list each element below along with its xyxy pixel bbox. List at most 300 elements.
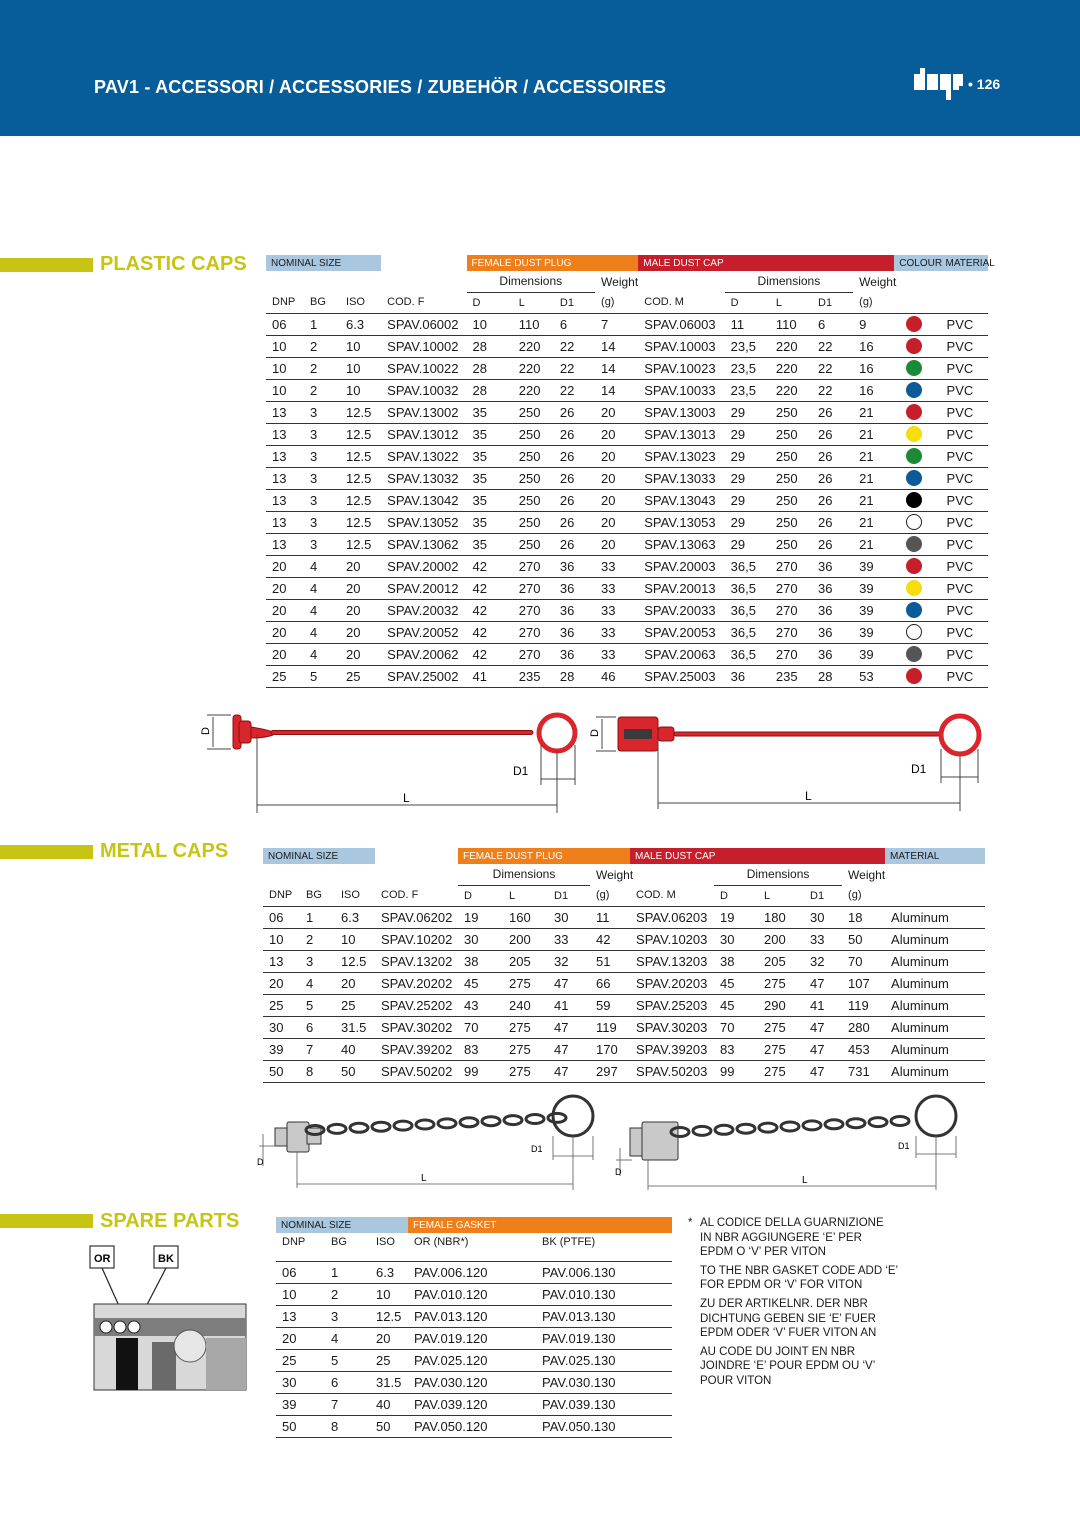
cell-bg: 3	[300, 950, 335, 972]
cell-d: 29	[725, 533, 770, 555]
cell-d: 28	[467, 357, 513, 379]
cell-cod-m: SPAV.13043	[638, 489, 724, 511]
cell-cod-m: SPAV.20203	[630, 972, 714, 994]
female-dust-plug-header: FEMALE DUST PLUG	[458, 848, 630, 864]
cell-iso: 10	[335, 928, 375, 950]
cell-bg: 1	[300, 906, 335, 928]
cell-iso: 20	[340, 599, 381, 621]
cell-bg: 1	[325, 1261, 370, 1283]
cell-l: 250	[513, 401, 554, 423]
cell-cod-f: SPAV.13042	[381, 489, 466, 511]
cell-cod-m: SPAV.25203	[630, 994, 714, 1016]
cell-dnp: 30	[263, 1016, 300, 1038]
cell-weight: 21	[853, 533, 894, 555]
cell-weight: 18	[842, 906, 885, 928]
cell-l: 275	[758, 1060, 804, 1082]
cell-weight: 21	[853, 445, 894, 467]
cell-d1: 26	[554, 445, 595, 467]
cell-weight: 170	[590, 1038, 630, 1060]
cell-l: 250	[770, 511, 812, 533]
cell-dnp: 20	[266, 599, 304, 621]
label-d: D	[257, 1157, 264, 1167]
cell-bk-ptfe: PAV.039.130	[536, 1393, 672, 1415]
cell-d: 45	[714, 972, 758, 994]
cell-d1: 47	[548, 972, 590, 994]
weight-header: Weight	[601, 274, 639, 289]
cell-l: 220	[770, 379, 812, 401]
table-row	[266, 357, 988, 379]
cell-or-nbr: PAV.039.120	[408, 1393, 536, 1415]
cell-cod-f: SPAV.13012	[381, 423, 466, 445]
cell-d: 70	[714, 1016, 758, 1038]
table-row	[276, 1415, 672, 1437]
female-plastic-plug-drawing	[195, 705, 585, 817]
cell-d1: 36	[812, 643, 853, 665]
cell-iso: 20	[340, 577, 381, 599]
cell-d: 36,5	[725, 643, 770, 665]
chain-link	[504, 1116, 522, 1125]
male-plastic-cap-drawing	[590, 705, 982, 817]
cell-iso: 25	[335, 994, 375, 1016]
cell-iso: 25	[340, 665, 381, 687]
cell-d1: 41	[804, 994, 842, 1016]
table-row	[276, 1283, 672, 1305]
cell-l: 275	[758, 1016, 804, 1038]
female-dust-plug-header: FEMALE DUST PLUG	[467, 255, 639, 271]
cell-d: 10	[467, 313, 513, 335]
cell-iso: 12.5	[335, 950, 375, 972]
cell-l: 275	[758, 972, 804, 994]
cell-weight: 39	[853, 599, 894, 621]
cell-cod-f: SPAV.13022	[381, 445, 466, 467]
nominal-size-header: NOMINAL SIZE	[266, 255, 381, 271]
cell-dnp: 25	[266, 665, 304, 687]
colour-swatch-cell	[894, 357, 940, 379]
cell-iso: 25	[370, 1349, 408, 1371]
chain-link	[482, 1117, 500, 1126]
cell-l: 200	[503, 928, 548, 950]
cell-iso: 12.5	[340, 401, 381, 423]
cell-l: 220	[770, 357, 812, 379]
cell-weight: 50	[842, 928, 885, 950]
cell-cod-f: SPAV.25002	[381, 665, 466, 687]
cell-or-nbr: PAV.010.120	[408, 1283, 536, 1305]
cell-d: 83	[458, 1038, 503, 1060]
cell-d: 29	[725, 489, 770, 511]
cell-bg: 7	[300, 1038, 335, 1060]
cell-d1: 26	[554, 511, 595, 533]
cell-weight: 14	[595, 357, 638, 379]
cell-dnp: 13	[266, 423, 304, 445]
cell-weight: 20	[595, 511, 638, 533]
cell-material: PVC	[941, 665, 988, 687]
col-cod-m: COD. M	[630, 885, 714, 906]
cell-d: 30	[714, 928, 758, 950]
cell-bg: 2	[325, 1283, 370, 1305]
cell-d: 23,5	[725, 379, 770, 401]
cell-iso: 20	[340, 643, 381, 665]
cell-iso: 10	[370, 1283, 408, 1305]
table-row	[266, 423, 988, 445]
colour-dot-icon	[906, 338, 922, 354]
cell-iso: 6.3	[335, 906, 375, 928]
cell-d1: 28	[554, 665, 595, 687]
table-row	[263, 906, 985, 928]
note-german: ZU DER ARTIKELNR. DER NBR DICHTUNG GEBEN SIE ‘E’ FUER EPDM ODER ‘V’ FUER VITON AN	[700, 1297, 877, 1340]
cell-cod-f: SPAV.10032	[381, 379, 466, 401]
cell-d1: 36	[812, 555, 853, 577]
cell-bg: 4	[304, 577, 340, 599]
cell-cod-f: SPAV.13052	[381, 511, 466, 533]
brand-logo-icon	[912, 64, 964, 108]
table-row	[266, 313, 988, 335]
cell-d1: 32	[804, 950, 842, 972]
colour-swatch-cell	[894, 599, 940, 621]
section-accent-bar	[0, 258, 93, 272]
cell-iso: 10	[340, 379, 381, 401]
page-title: PAV1 - ACCESSORI / ACCESSORIES / ZUBEHÖR / ACCESSOIRES	[94, 77, 667, 97]
cell-material: Aluminum	[885, 906, 985, 928]
table-row	[266, 599, 988, 621]
col-bg: BG	[304, 292, 340, 313]
cell-d1: 47	[804, 1016, 842, 1038]
cell-weight: 107	[842, 972, 885, 994]
cell-weight: 42	[590, 928, 630, 950]
colour-dot-icon	[906, 470, 922, 486]
table-row	[276, 1305, 672, 1327]
cell-cod-m: SPAV.20033	[638, 599, 724, 621]
cell-dnp: 50	[263, 1060, 300, 1082]
cell-material: PVC	[941, 533, 988, 555]
table-row	[276, 1327, 672, 1349]
cell-iso: 12.5	[370, 1305, 408, 1327]
cell-iso: 6.3	[370, 1261, 408, 1283]
cell-d1: 26	[812, 533, 853, 555]
colour-swatch-cell	[894, 643, 940, 665]
cell-d: 38	[714, 950, 758, 972]
spare-parts-table	[276, 1217, 672, 1438]
cell-bg: 2	[300, 928, 335, 950]
cell-or-nbr: PAV.025.120	[408, 1349, 536, 1371]
cell-bg: 5	[304, 665, 340, 687]
cell-bg: 4	[304, 643, 340, 665]
cell-weight: 20	[595, 533, 638, 555]
cell-cod-m: SPAV.13003	[638, 401, 724, 423]
table-row	[266, 621, 988, 643]
cell-l: 275	[503, 1060, 548, 1082]
cell-bg: 3	[304, 445, 340, 467]
cell-cod-f: SPAV.20002	[381, 555, 466, 577]
cell-d1: 30	[804, 906, 842, 928]
note-italian: AL CODICE DELLA GUARNIZIONE IN NBR AGGIUNGERE ‘E’ PER EPDM O ‘V’ PER VITON	[700, 1217, 884, 1259]
label-bk: BK	[158, 1253, 174, 1265]
cell-weight: 20	[595, 423, 638, 445]
cell-d1: 36	[554, 643, 595, 665]
cell-d: 35	[467, 511, 513, 533]
cell-d1: 47	[548, 1016, 590, 1038]
label-d1: D1	[513, 764, 529, 778]
female-gasket-header: FEMALE GASKET	[408, 1217, 672, 1233]
cell-l: 250	[770, 445, 812, 467]
cell-weight: 453	[842, 1038, 885, 1060]
material-header: MATERIAL	[885, 848, 985, 864]
cell-d1: 26	[554, 489, 595, 511]
cell-d: 29	[725, 511, 770, 533]
cell-cod-f: SPAV.13062	[381, 533, 466, 555]
cell-weight: 39	[853, 577, 894, 599]
col-bg: BG	[325, 1233, 370, 1261]
cell-l: 110	[770, 313, 812, 335]
colour-dot-icon	[906, 602, 922, 618]
cell-d1: 36	[554, 599, 595, 621]
weight-header: Weight	[596, 867, 634, 882]
cell-bg: 4	[300, 972, 335, 994]
colour-dot-icon	[906, 558, 922, 574]
chain-link	[869, 1118, 887, 1127]
cell-d1: 47	[548, 1038, 590, 1060]
cell-l: 250	[513, 445, 554, 467]
cell-d: 42	[467, 621, 513, 643]
col-g: (g)	[590, 885, 630, 906]
table-row	[266, 533, 988, 555]
cell-material: PVC	[941, 511, 988, 533]
colour-dot-icon	[906, 580, 922, 596]
table-row	[263, 928, 985, 950]
cell-material: Aluminum	[885, 950, 985, 972]
col-or-nbr: OR (NBR*)	[408, 1233, 536, 1261]
cell-or-nbr: PAV.013.120	[408, 1305, 536, 1327]
chain-link	[350, 1123, 368, 1132]
cell-l: 250	[770, 467, 812, 489]
chain-link	[328, 1124, 346, 1133]
cell-dnp: 10	[266, 379, 304, 401]
table-row	[263, 994, 985, 1016]
cell-bg: 3	[304, 511, 340, 533]
col-l: L	[758, 885, 804, 906]
cell-d1: 47	[804, 972, 842, 994]
cell-bg: 7	[325, 1393, 370, 1415]
cell-d1: 22	[812, 357, 853, 379]
table-row	[263, 1060, 985, 1082]
col-d: D	[458, 885, 503, 906]
chain-link	[759, 1123, 777, 1132]
table-row	[263, 950, 985, 972]
page-number: • 126	[968, 76, 1001, 92]
colour-dot-icon	[906, 514, 922, 530]
cell-weight: 11	[590, 906, 630, 928]
cell-d: 38	[458, 950, 503, 972]
cell-l: 235	[770, 665, 812, 687]
cell-d1: 22	[812, 335, 853, 357]
cell-l: 250	[770, 423, 812, 445]
cell-iso: 20	[340, 621, 381, 643]
cell-d1: 36	[554, 555, 595, 577]
cell-d: 19	[714, 906, 758, 928]
table-row	[276, 1371, 672, 1393]
colour-dot-icon	[906, 404, 922, 420]
cell-weight: 33	[595, 555, 638, 577]
cell-d: 45	[458, 972, 503, 994]
col-dnp: DNP	[276, 1233, 325, 1261]
cell-d1: 36	[812, 577, 853, 599]
cell-weight: 119	[842, 994, 885, 1016]
cell-dnp: 13	[276, 1305, 325, 1327]
cell-iso: 50	[335, 1060, 375, 1082]
cell-l: 275	[503, 972, 548, 994]
cell-d: 11	[725, 313, 770, 335]
cell-material: Aluminum	[885, 1038, 985, 1060]
label-d1: D1	[911, 762, 927, 776]
cell-dnp: 30	[276, 1371, 325, 1393]
cell-weight: 39	[853, 621, 894, 643]
cell-material: Aluminum	[885, 994, 985, 1016]
cell-iso: 6.3	[340, 313, 381, 335]
cell-bg: 3	[304, 467, 340, 489]
male-dust-cap-header: MALE DUST CAP	[638, 255, 894, 271]
cell-d1: 26	[554, 423, 595, 445]
colour-dot-icon	[906, 646, 922, 662]
label-or: OR	[94, 1253, 111, 1265]
cell-weight: 39	[853, 643, 894, 665]
cell-cod-m: SPAV.13063	[638, 533, 724, 555]
cell-l: 250	[513, 533, 554, 555]
cell-cod-m: SPAV.25003	[638, 665, 724, 687]
cell-material: Aluminum	[885, 1016, 985, 1038]
col-g: (g)	[842, 885, 885, 906]
table-row	[266, 489, 988, 511]
colour-dot-icon	[906, 668, 922, 684]
cell-d1: 33	[804, 928, 842, 950]
cell-d: 35	[467, 401, 513, 423]
col-cod-f: COD. F	[381, 292, 466, 313]
cell-weight: 20	[595, 401, 638, 423]
cell-d1: 36	[812, 621, 853, 643]
cell-d1: 22	[554, 335, 595, 357]
dimensions-header: Dimensions	[467, 271, 596, 292]
cell-cod-f: SPAV.30202	[375, 1016, 458, 1038]
colour-dot-icon	[906, 360, 922, 376]
cell-bg: 3	[304, 489, 340, 511]
cell-bg: 4	[304, 621, 340, 643]
table-row	[263, 1016, 985, 1038]
table-row	[266, 555, 988, 577]
cell-l: 275	[758, 1038, 804, 1060]
cell-dnp: 13	[266, 489, 304, 511]
colour-dot-icon	[906, 316, 922, 332]
cell-weight: 33	[595, 599, 638, 621]
cell-cod-f: SPAV.06002	[381, 313, 466, 335]
cell-d1: 36	[554, 577, 595, 599]
cell-cod-f: SPAV.10002	[381, 335, 466, 357]
page-header	[0, 0, 1080, 136]
colour-swatch-cell	[894, 445, 940, 467]
cell-d1: 6	[554, 313, 595, 335]
cell-dnp: 10	[276, 1283, 325, 1305]
note-french: AU CODE DU JOINT EN NBR JOINDRE ‘E’ POUR EPDM OU ‘V’ POUR VITON	[700, 1345, 875, 1387]
cell-dnp: 10	[266, 335, 304, 357]
colour-swatch-cell	[894, 313, 940, 335]
cell-d: 83	[714, 1038, 758, 1060]
cell-d1: 26	[812, 445, 853, 467]
cell-weight: 297	[590, 1060, 630, 1082]
cell-dnp: 06	[263, 906, 300, 928]
cell-cod-f: SPAV.13002	[381, 401, 466, 423]
cell-l: 180	[758, 906, 804, 928]
cell-weight: 20	[595, 489, 638, 511]
cell-l: 270	[513, 599, 554, 621]
cell-iso: 20	[340, 555, 381, 577]
gasket-section-drawing	[86, 1242, 248, 1392]
material-header: MATERIAL	[941, 255, 988, 271]
col-d1: D1	[812, 292, 853, 313]
cell-iso: 20	[370, 1327, 408, 1349]
cell-dnp: 13	[266, 467, 304, 489]
note-asterisk: *	[688, 1217, 693, 1229]
cell-d1: 28	[812, 665, 853, 687]
col-dnp: DNP	[263, 885, 300, 906]
cell-cod-f: SPAV.20202	[375, 972, 458, 994]
colour-swatch-cell	[894, 401, 940, 423]
cell-d1: 26	[812, 489, 853, 511]
cell-weight: 39	[853, 555, 894, 577]
cell-l: 290	[758, 994, 804, 1016]
cell-dnp: 20	[276, 1327, 325, 1349]
cell-d: 36	[725, 665, 770, 687]
dimensions-header: Dimensions	[714, 864, 842, 885]
col-iso: ISO	[335, 885, 375, 906]
cell-d: 35	[467, 423, 513, 445]
cell-cod-m: SPAV.06003	[638, 313, 724, 335]
cell-d: 36,5	[725, 599, 770, 621]
cell-cod-f: SPAV.06202	[375, 906, 458, 928]
section-accent-bar	[0, 1214, 93, 1228]
cell-dnp: 13	[263, 950, 300, 972]
cell-d1: 47	[548, 1060, 590, 1082]
cell-dnp: 10	[263, 928, 300, 950]
table-row	[266, 643, 988, 665]
cell-cod-m: SPAV.10203	[630, 928, 714, 950]
cell-cod-m: SPAV.13203	[630, 950, 714, 972]
col-d: D	[467, 292, 513, 313]
colour-swatch-cell	[894, 665, 940, 687]
cell-bg: 8	[300, 1060, 335, 1082]
cell-dnp: 06	[276, 1261, 325, 1283]
cell-cod-m: SPAV.13013	[638, 423, 724, 445]
section-accent-bar	[0, 845, 93, 859]
cell-d: 23,5	[725, 335, 770, 357]
cell-l: 270	[513, 643, 554, 665]
cell-d1: 32	[548, 950, 590, 972]
male-metal-cap-drawing	[612, 1090, 967, 1190]
cell-d: 35	[467, 533, 513, 555]
cell-bg: 4	[304, 555, 340, 577]
cell-d: 35	[467, 445, 513, 467]
label-l: L	[805, 789, 812, 803]
cell-bg: 2	[304, 335, 340, 357]
cell-weight: 9	[853, 313, 894, 335]
cell-cod-m: SPAV.20013	[638, 577, 724, 599]
label-l: L	[403, 791, 410, 805]
cell-iso: 12.5	[340, 467, 381, 489]
cell-bg: 2	[304, 379, 340, 401]
cell-d1: 26	[554, 533, 595, 555]
cell-weight: 21	[853, 401, 894, 423]
cell-l: 270	[770, 599, 812, 621]
cell-l: 250	[513, 489, 554, 511]
cell-material: Aluminum	[885, 972, 985, 994]
cell-l: 205	[503, 950, 548, 972]
colour-dot-icon	[906, 536, 922, 552]
